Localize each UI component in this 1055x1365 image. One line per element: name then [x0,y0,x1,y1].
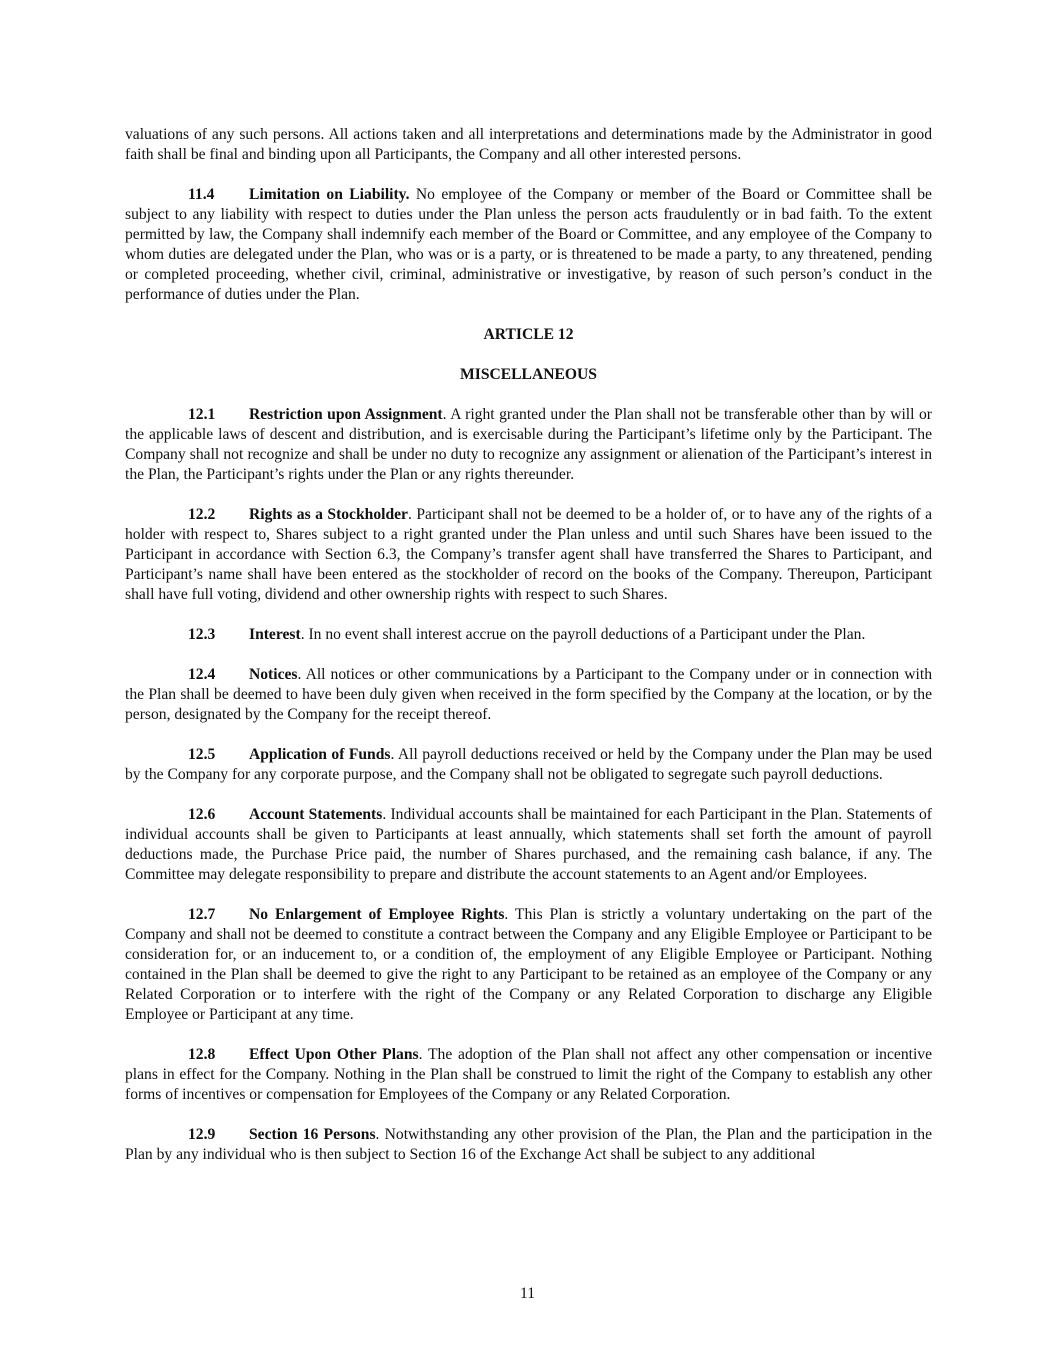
section-text: . Individual accounts shall be maintained for each Participant in the Plan. Statements of individual accounts shall be given to Participants at least annually, which statements shall set forth the amount of payroll deductions made, the Purchase Price paid, the number of Shares purchased, and the remaining cash balance, if any. The Committee may delegate responsibility to prepare and distribute the account statements to an Agent and/or Employees. [125,806,932,883]
section-12-2 [125,505,932,605]
section-12-4 [125,665,932,725]
section-number: 11.4 [188,186,215,203]
section-text: . This Plan is strictly a voluntary undertaking on the part of the Company and shall not be deemed to constitute a contract between the Company and any Eligible Employee or Participant to be consideration for, or an inducement to, or a condition of, the employment of any Eligible Employee or Participant. Nothing contained in the Plan shall be deemed to give the right to any Participant to be retained as an employee of the Company or any Related Corporation or to interfere with the right of the Company or any Related Corporation to discharge any Eligible Employee or Participant at any time. [125,906,932,1023]
section-heading: Section 16 Persons [249,1126,376,1143]
section-text: No employee of the Company or member of the Board or Committee shall be subject to any liability with respect to duties under the Plan unless the person acts fraudulently or in bad faith. To the extent permitted by law, the Company shall indemnify each member of the Board or Committee, and any employee of the Company to whom duties are delegated under the Plan, who was or is a party, or is threatened to be made a party, to any threatened, pending or completed proceeding, whether civil, criminal, administrative or investigative, by reason of such person’s conduct in the performance of duties under the Plan. [125,186,932,303]
section-heading: Application of Funds [249,746,391,763]
section-text: . Notwithstanding any other provision of the Plan, the Plan and the participation in the Plan by any individual who is then subject to Section 16 of the Exchange Act shall be subject to any additional [125,1126,932,1163]
page-number: 11 [519,1285,535,1302]
section-12-7 [125,905,932,1025]
section-12-9 [125,1125,932,1165]
section-11-4 [125,185,932,305]
section-heading: Restriction upon Assignment [249,406,443,423]
section-12-5 [125,745,932,785]
section-number: 12.2 [188,506,216,523]
section-heading: Account Statements [249,806,383,823]
section-heading: Rights as a Stockholder [249,506,408,523]
section-number: 12.9 [188,1126,216,1143]
section-text: . All payroll deductions received or held by the Company under the Plan may be used by the Company for any corporate purpose, and the Company shall not be obligated to segregate such payroll deductions. [125,746,932,783]
section-12-1 [125,405,932,485]
section-text: . The adoption of the Plan shall not affect any other compensation or incentive plans in effect for the Company. Nothing in the Plan shall be construed to limit the right of the Company to establish any other forms of incentives or compensation for Employees of the Company or any Related Corporation. [125,1046,933,1103]
section-number: 12.8 [188,1046,216,1063]
section-number: 12.7 [188,906,216,923]
section-heading: Effect Upon Other Plans [249,1046,419,1063]
section-12-8 [125,1045,932,1105]
document-page [125,125,932,1185]
section-text: . Participant shall not be deemed to be a holder of, or to have any of the rights of a holder with respect to, Shares subject to a right granted under the Plan unless and until such Shares have been issued to the Participant in accordance with Section 6.3, the Company’s transfer agent shall have transferred the Shares to Participant, and Participant’s name shall have been entered as the stockholder of record on the books of the Company. Thereupon, Participant shall have full voting, dividend and other ownership rights with respect to such Shares. [125,506,933,603]
section-number: 12.5 [188,746,216,763]
section-number: 12.4 [188,666,216,683]
section-text: . A right granted under the Plan shall not be transferable other than by will or the applicable laws of descent and distribution, and is exercisable during the Participant’s lifetime only by the Participant. The Company shall not recognize and shall be under no duty to recognize any assignment or alienation of the Participant’s interest in the Plan, the Participant’s rights under the Plan or any rights thereunder. [125,406,932,483]
intro-paragraph: valuations of any such persons. All actions taken and all interpretations and determinations made by the Administrator in good faith shall be final and binding upon all Participants, the Company and all other interested persons. [125,126,932,163]
section-number: 12.6 [188,806,216,823]
section-12-3 [125,625,932,645]
section-heading: Notices [249,666,298,683]
section-heading: No Enlargement of Employee Rights [249,906,505,923]
section-text: . All notices or other communications by a Participant to the Company under or in connection with the Plan shall be deemed to have been duly given when received in the form specified by the Company at the location, or by the person, designated by the Company for the receipt thereof. [125,666,932,723]
article-title: ARTICLE 12 [483,326,574,343]
section-heading: Interest [249,626,301,643]
article-subtitle: MISCELLANEOUS [460,366,597,383]
section-text: . In no event shall interest accrue on the payroll deductions of a Participant under the Plan. [300,626,866,643]
section-heading: Limitation on Liability. [249,186,410,203]
section-number: 12.3 [188,626,216,643]
section-12-6 [125,805,932,885]
section-number: 12.1 [188,406,216,423]
